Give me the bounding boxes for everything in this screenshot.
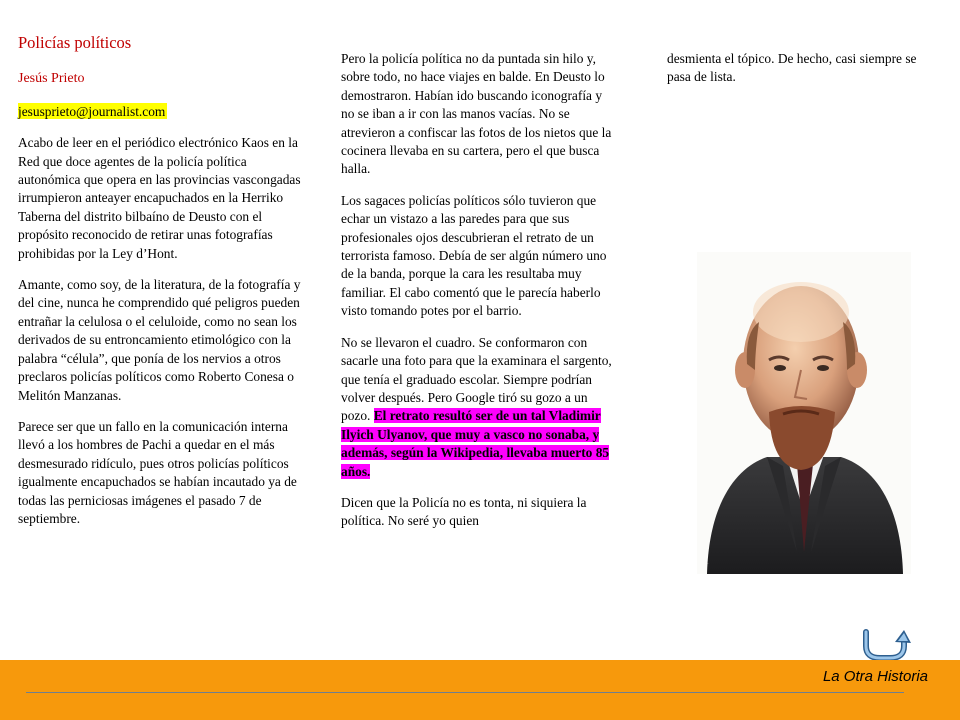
portrait-photo (697, 252, 911, 574)
paragraph-7-start: Dicen que la Policía no es tonta, ni siquiera la política. No seré yo quien (341, 494, 587, 529)
paragraph-4: Pero la policía política no da puntada sin hilo y, sobre todo, no hace viajes en balde. En Deusto lo demostraron. Habían ido buscando iconografía y no se iban a ir con las manos vacías. No se atrevieron a confiscar las fotos de los nietos que la cocinera llevaba en su cartera, pero el que busca halla. (341, 51, 612, 177)
article-column-3 (667, 50, 929, 100)
paragraph-2: Amante, como soy, de la literatura, de la fotografía y del cine, nunca he comprendido qué peligros pueden entrañar la celulosa o el celuloide, como no sean los derivados de su entroncamiento etimológico con la palabra “célula”, que ponía de los nervios a otros preclaros policías políticos como Roberto Conesa o Melitón Manzanas. (18, 277, 301, 403)
back-button[interactable] (860, 628, 912, 660)
article-column-1 (18, 34, 310, 541)
svg-text:·: · (707, 561, 709, 568)
highlighted-text: El retrato resultó ser de un tal Vladimir Ilyich Ulyanov, que muy a vasco no sonaba, y además, según la Wikipedia, llevaba muerto 85 años. (341, 408, 610, 479)
paragraph-3: Parece ser que un fallo en la comunicación interna llevó a los hombres de Pachi a quedar en el más desmesurado ridículo, pues otros policías políticos igualmente encapuchados se habían incautado ya de todas las perniciosas imágenes el pasado 7 de septiembre. (18, 418, 297, 526)
portrait-illustration (697, 252, 911, 574)
article-title: Policías políticos (18, 33, 132, 52)
paragraph-6 (341, 334, 617, 481)
article-column-2 (341, 50, 617, 544)
author-email: jesusprieto@journalist.com (18, 103, 166, 119)
paragraph-7-end: desmienta el tópico. De hecho, casi siempre se pasa de lista. (667, 51, 917, 85)
footer-title: La Otra Historia (822, 668, 928, 685)
paragraph-6-text: No se llevaron el cuadro. Se conformaron con sacarle una foto para que la examinara el sargento, que tenía el graduado escolar. Siempre podrían volver después. Pero Google tiró su gozo a un pozo. (341, 334, 612, 424)
footer-divider (26, 692, 904, 693)
footer-bar (0, 660, 960, 720)
paragraph-5: Los sagaces policías políticos sólo tuvieron que echar un vistazo a las paredes para que sus profesionales ojos descubrieran el retrato de un terrorista famoso. Debía de ser algún número uno de la banda, porque la cara les resultaba muy familiar. El cabo comentó que le parecía haberlo visto tomando potes por el barrio. (341, 192, 607, 319)
paragraph-1: Acabo de leer en el periódico electrónico Kaos en la Red que doce agentes de la policía política autonómica que opera en las provincias vascongadas irrumpieron anteayer encapuchados en la Herriko Taberna del distrito bilbaíno de Deusto con el propósito reconocido de retirar unas fotografías prohibidas por la Ley d’Hont. (18, 135, 301, 261)
article-author: Jesús Prieto (18, 71, 85, 87)
u-turn-arrow-icon (860, 628, 912, 660)
